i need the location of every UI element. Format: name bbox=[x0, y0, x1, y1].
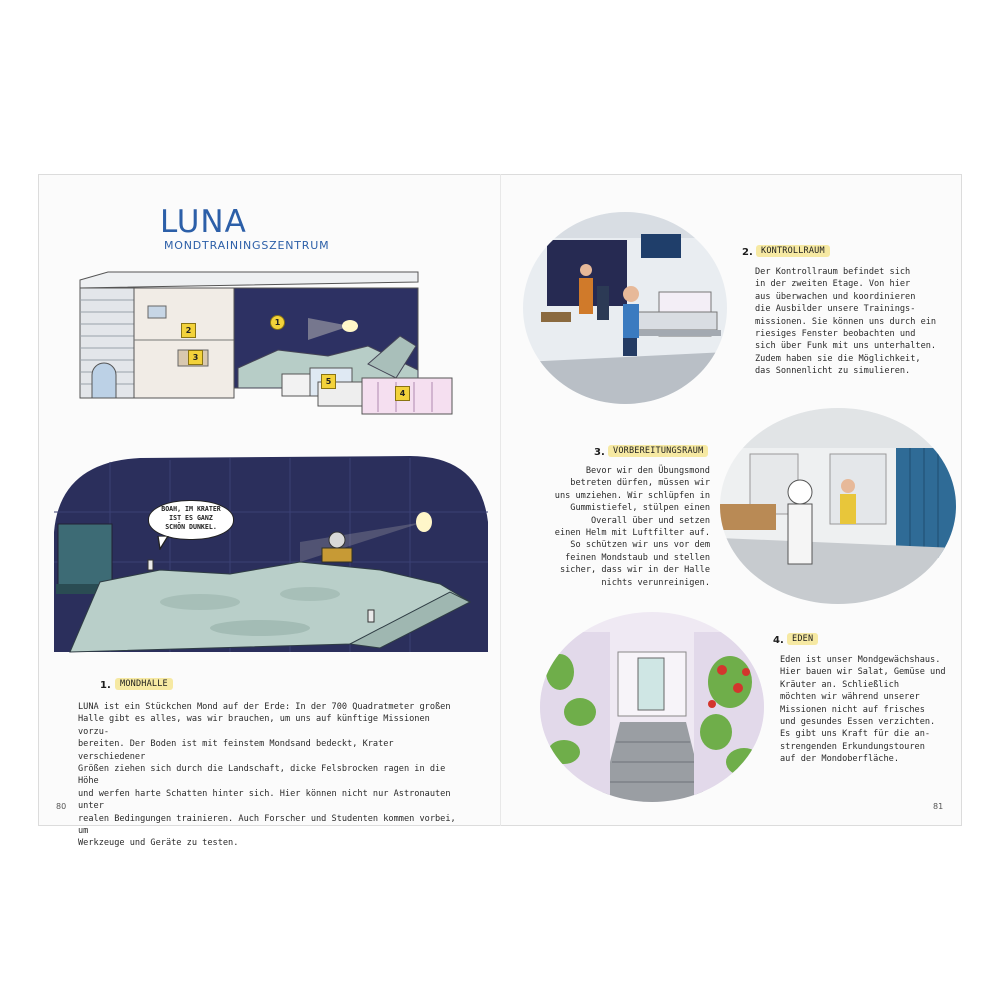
moon-hall-illustration bbox=[50, 452, 492, 662]
page-number-right: 81 bbox=[933, 802, 944, 811]
section-3-line: sicher, dass wir in der Halle bbox=[559, 565, 710, 576]
speech-bubble bbox=[148, 500, 234, 540]
section-2-number: 2. bbox=[742, 247, 753, 258]
section-1-title: MONDHALLE bbox=[115, 678, 173, 690]
section-4-line: möchten wir während unserer bbox=[780, 692, 920, 703]
section-3-line: uns umziehen. Wir schlüpfen in bbox=[554, 490, 710, 501]
section-3-line: Overall über und setzen bbox=[591, 515, 710, 526]
section-3-line: einen Helm mit Luftfilter auf. bbox=[554, 528, 710, 539]
section-3-line: Gummistiefel, stülpen einen bbox=[570, 503, 710, 514]
section-4-line: strengenden Erkundungstouren bbox=[780, 741, 925, 752]
section-2-line: riesiges Fenster beobachten und bbox=[755, 329, 916, 340]
page-fold bbox=[500, 174, 501, 826]
section-1-line: bereiten. Der Boden ist mit feinstem Mondsand bedeckt, Krater verschiedener bbox=[78, 739, 394, 762]
section-1-line: LUNA ist ein Stückchen Mond auf der Erde: In der 700 Quadratmeter großen bbox=[78, 702, 451, 712]
marker-4: 4 bbox=[395, 386, 410, 401]
speech-bubble-tail-icon bbox=[156, 536, 170, 550]
section-4-line: Hier bauen wir Salat, Gemüse und bbox=[780, 667, 946, 678]
section-4-line: auf der Mondoberfläche. bbox=[780, 754, 899, 765]
section-4-line: Missionen nicht auf frisches bbox=[780, 704, 925, 715]
logo-title: LUNA bbox=[160, 204, 247, 240]
speech-line-3: SCHÖN DUNKEL. bbox=[165, 523, 217, 531]
section-3-number: 3. bbox=[594, 447, 605, 458]
section-2-title: KONTROLLRAUM bbox=[756, 245, 830, 257]
section-3-title: VORBEREITUNGSRAUM bbox=[608, 445, 708, 457]
preparation-room-illustration bbox=[720, 408, 956, 604]
section-1-number: 1. bbox=[100, 680, 111, 691]
section-3-line: Bevor wir den Übungsmond bbox=[585, 466, 710, 476]
marker-3: 3 bbox=[188, 350, 203, 365]
section-2-line: missionen. Sie können uns durch ein bbox=[755, 316, 937, 327]
section-3-line: nichts verunreinigen. bbox=[601, 577, 710, 588]
section-3-line: feinen Mondstaub und stellen bbox=[565, 552, 710, 563]
section-4-line: Es gibt uns Kraft für die an- bbox=[780, 729, 931, 740]
section-1-line: Halle gibt es alles, was wir brauchen, um uns auf künftige Missionen vorzu- bbox=[78, 714, 430, 737]
speech-line-2: IST ES GANZ bbox=[169, 514, 213, 522]
section-4-line: Kräuter an. Schließlich bbox=[780, 679, 899, 690]
section-2-line: Der Kontrollraum befindet sich bbox=[755, 267, 911, 277]
eden-greenhouse-illustration bbox=[540, 612, 764, 802]
section-1-body bbox=[78, 701, 458, 850]
section-2-line: Zudem haben sie die Möglichkeit, bbox=[755, 353, 921, 364]
speech-line-1: BOAH, IM KRATER bbox=[161, 505, 221, 513]
section-1-line: Größen ziehen sich durch die Landschaft, dicke Felsbrocken ragen in die Höhe bbox=[78, 764, 446, 787]
section-4-body bbox=[780, 654, 950, 766]
section-1-line: und werfen harte Schatten hinter sich. Hier können nicht nur Astronauten unter bbox=[78, 788, 451, 812]
section-2-line: in der zweiten Etage. Von hier bbox=[755, 279, 911, 290]
page-number-left: 80 bbox=[56, 802, 67, 811]
marker-2: 2 bbox=[181, 323, 196, 338]
section-1-line: realen Bedingungen trainieren. Auch Forscher und Studenten kommen vorbei, um bbox=[78, 813, 456, 837]
section-4-line: und gesundes Essen verzichten. bbox=[780, 717, 936, 728]
section-3-body bbox=[550, 465, 710, 589]
marker-5: 5 bbox=[321, 374, 336, 389]
section-4-line: Eden ist unser Mondgewächshaus. bbox=[780, 655, 941, 665]
section-2-body bbox=[755, 266, 945, 378]
section-2-line: die Ausbilder unsere Trainings- bbox=[755, 304, 916, 315]
section-4-number: 4. bbox=[773, 635, 784, 646]
section-1-line: Werkzeuge und Geräte zu testen. bbox=[78, 838, 239, 849]
section-3-line: betreten dürfen, müssen wir bbox=[570, 478, 710, 489]
section-3-line: So schützen wir uns vor dem bbox=[570, 540, 710, 551]
section-2-line: sich über Funk mit uns unterhalten. bbox=[755, 341, 937, 352]
marker-1: 1 bbox=[270, 315, 285, 330]
logo-subtitle: MONDTRAININGSZENTRUM bbox=[164, 239, 330, 252]
control-room-illustration bbox=[523, 212, 727, 404]
section-2-line: das Sonnenlicht zu simulieren. bbox=[755, 366, 911, 377]
section-2-line: aus überwachen und koordinieren bbox=[755, 291, 916, 302]
section-4-title: EDEN bbox=[787, 633, 818, 645]
